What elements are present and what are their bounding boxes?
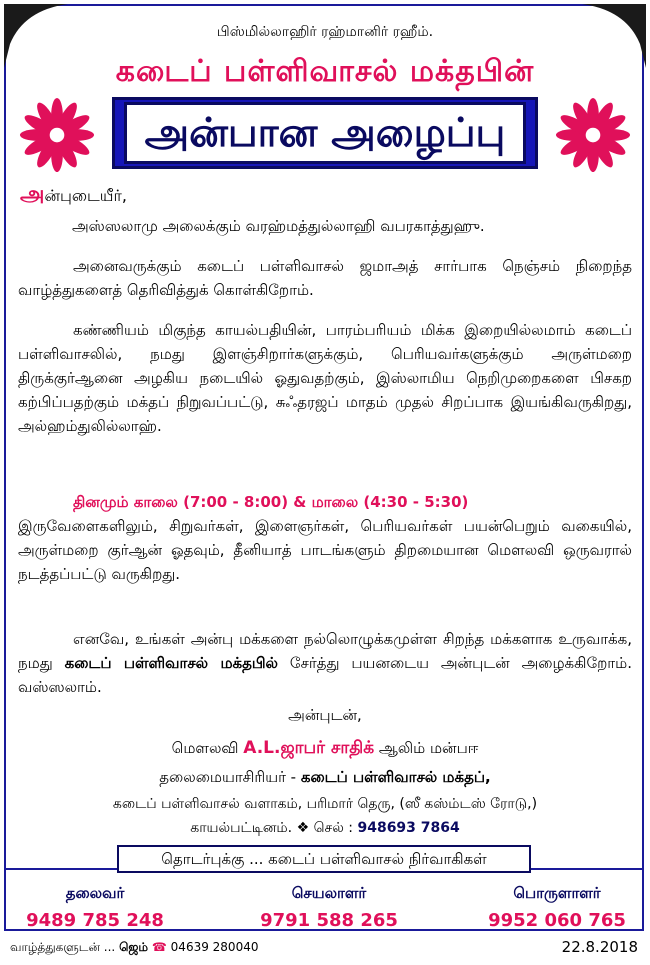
cell-label: ❖ செல் : [292,820,358,836]
salutation [20,182,127,210]
flower-ornament-right [554,96,632,174]
signatory-role [0,768,650,788]
role-title: தலைமையாசிரியர் - [159,768,301,786]
bismillah-text: பிஸ்மில்லாஹிர் ரஹ்மானிர் ரஹீம். [216,24,434,40]
secretary-phone: 9791 588 265 [260,910,398,931]
schedule-timing: தினமும் காலை (7:00 - 8:00) & மாலை (4:30 - 5:30) [73,493,469,511]
invitation-text-b: சேர்த்து பயனடைய அன்புடன் அழைக்கிறோம். வஸ்ஸலாம். [18,654,632,696]
signatory-name: A.L.ஜாபர் சாதிக் [243,738,375,758]
signatory-line [0,738,650,760]
salutation-rest: ன்புடையீர், [44,186,127,205]
treasurer-phone: 9952 060 765 [488,910,626,931]
address-line: கடைப் பள்ளிவாசல் வளாகம், பரிமார் தெரு, (ஸீ கஸ்ம்டஸ் ரோடு,) [112,796,538,812]
role-organization: கடைப் பள்ளிவாசல் மக்தப், [300,768,491,786]
footer-credit [10,940,258,956]
secretary-contact [254,884,404,931]
closing: அன்புடன், [288,706,362,724]
schedule-details: இருவேளைகளிலும், சிறுவர்கள், இளைஞர்கள், பெரியவர்கள் பயன்பெறும் வகையில், அருள்மறை குர்ஆன் ஓதவும், தீனியாத் பாடங்களும் திறமையான மௌலவி ஒருவரால் நடத்தப்பட்டு வருகிறது. [18,517,632,583]
salam-line: அஸ்ஸலாமு அலைக்கும் வரஹ்மத்துல்லாஹி வபரகாத்துஹு. [72,217,485,235]
banner-title: அன்பான அழைப்பு [124,102,527,164]
title-heading: கடைப் பள்ளிவாசல் மக்தபின் [115,54,535,89]
paragraph-about-maktab: கண்ணியம் மிகுந்த காயல்பதியின், பாரம்பரியம் மிக்க இறையில்லமாம் கடைப் பள்ளிவாசலில், நமது இளஞ்சிறார்களுக்கும், பெரியவர்களுக்கும் அருள்மறை திருக்குர்ஆனை அழகிய நடையில் ஓதுவதற்கும், இஸ்லாமிய நெறிமுறைகளை பிசகற கற்பிப்பதற்கும் மக்தப் நிறுவப்பட்டு, சுஃதரஜப் மாதம் முதல் சிறப்பாக இயங்கிவருகிறது, அல்ஹம்துலில்லாஹ். [18,321,632,435]
leader-phone: 9489 785 248 [26,910,164,931]
invitation-banner [112,97,538,169]
city-cell-line [0,820,650,838]
invitation-highlight: கடைப் பள்ளிவாசல் மக்தபில் [64,654,279,672]
city: காயல்பட்டினம். [190,820,293,836]
footer-credit-name: ஜெம் [119,940,149,954]
signatory-suffix: ஆலிம் மன்பஈ [374,739,479,757]
leader-title: தலைவர் [65,884,125,902]
leader-contact [20,884,170,931]
phone-icon: ☎ [151,940,167,954]
treasurer-title: பொருளாளர் [513,884,601,902]
flower-ornament-left [18,96,96,174]
paragraph-greeting: அனைவருக்கும் கடைப் பள்ளிவாசல் ஜமாஅத் சார்பாக நெஞ்சம் நிறைந்த வாழ்த்துகளைத் தெரிவித்துக் கொள்கிறோம். [18,257,632,299]
paragraph-invitation [18,627,632,699]
footer-credit-text: வாழ்த்துகளுடன் ... [10,940,120,954]
paragraph-schedule [18,490,632,586]
footer-date: 22.8.2018 [561,938,638,956]
invitation-text-a: எனவே, உங்கள் அன்பு மக்களை நல்லொழுக்கமுள்ள சிறந்த மக்களாக உருவாக்க, நமது [18,630,632,672]
footer-phone: 04639 280040 [166,940,259,954]
cell-number: 948693 7864 [357,820,460,836]
treasurer-contact [482,884,632,931]
secretary-title: செயலாளர் [291,884,367,902]
contact-heading-box: தொடர்புக்கு ... கடைப் பள்ளிவாசல் நிர்வாகிகள் [117,845,531,873]
salutation-initial: அ [20,182,45,207]
signatory-prefix: மௌலவி [171,739,244,757]
